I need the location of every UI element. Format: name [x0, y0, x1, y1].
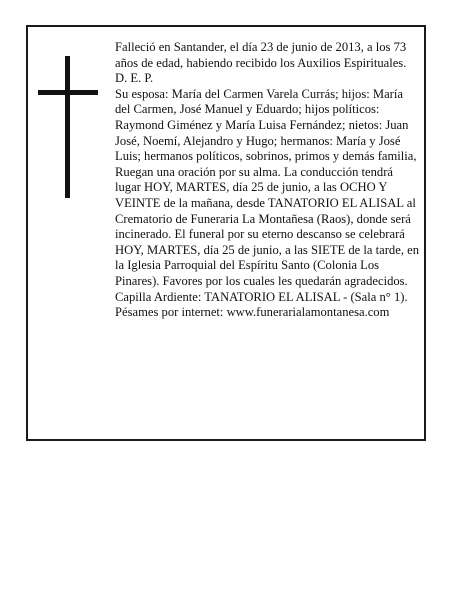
condolences-website: Pésames por internet: www.funerarialamontanesa.com [115, 305, 390, 320]
funeral-details: Ruegan una oración por su alma. La conducción tendrá lugar HOY, MARTES, día 25 de junio, a las OCHO Y VEINTE de la mañana, desde TANATORIO EL ALISAL al Crematorio de Funeraria La Montañesa (Raos), donde será incinerado. El funeral por su eterno descanso se celebrará HOY, MARTES, día 25 de junio, a las SIETE de la tarde, en la Iglesia Parroquial del Espíritu Santo (Colonia Los Pinares). Favores por los cuales les quedarán agradecidos. Capilla Ardiente: TANATORIO EL ALISAL - (Sala n° 1). [115, 164, 420, 304]
family-list: Su esposa: María del Carmen Varela Currás; hijos: María del Carmen, José Manuel y Eduardo; hijos políticos: Raymond Giménez y María Luisa Fernández; nietos: Juan José, Noemí, Alejandro y Hugo; hermanos: María y José Luis; hermanos políticos, sobrinos, primos y demás familia, [115, 86, 417, 164]
cross-horizontal-bar [38, 90, 98, 95]
cross-vertical-bar [65, 56, 70, 198]
death-announcement: Falleció en Santander, el día 23 de junio de 2013, a los 73 años de edad, habiendo recibido los Auxilios Espirituales. [115, 40, 407, 70]
rest-in-peace: D. E. P. [115, 71, 154, 86]
notice-text [115, 40, 420, 321]
cross-icon [38, 56, 98, 198]
obituary-notice [26, 25, 426, 441]
